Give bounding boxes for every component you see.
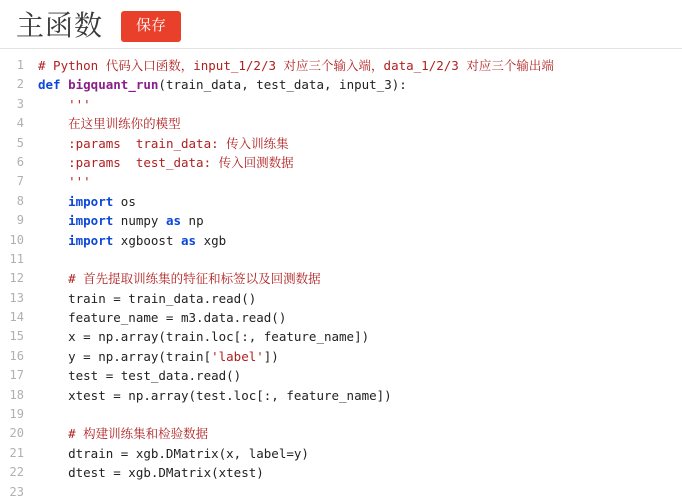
line-number: 6 — [16, 154, 24, 169]
line-number: 14 — [9, 310, 24, 325]
line-number: 21 — [9, 445, 24, 460]
code-token-plain — [38, 136, 68, 151]
code-token-plain — [38, 233, 68, 248]
code-token-comment: # Python 代码入口函数，input_1/2/3 对应三个输入端，data_1/2/3 对应三个输出端 — [38, 58, 554, 73]
code-token-plain — [61, 77, 69, 92]
code-token-plain: xgboost — [113, 232, 181, 248]
code-line[interactable] — [38, 134, 682, 153]
line-number: 1 — [16, 58, 24, 72]
line-number: 23 — [9, 484, 24, 499]
code-line[interactable] — [38, 386, 682, 405]
code-token-plain — [38, 97, 68, 112]
line-number: 22 — [9, 465, 24, 480]
code-token-plain — [38, 271, 68, 286]
code-token-keyword: import — [68, 193, 114, 209]
code-token-plain: ]) — [263, 348, 279, 364]
code-token-docstr: :params train_data: 传入训练集 — [68, 135, 289, 151]
line-number: 16 — [9, 348, 24, 363]
line-number: 5 — [16, 135, 24, 150]
code-token-func: bigquant_run — [68, 77, 159, 93]
line-number: 20 — [9, 426, 24, 441]
line-number: 11 — [9, 251, 24, 266]
code-line[interactable] — [38, 153, 682, 172]
code-token-docstr: ''' — [68, 96, 91, 112]
code-line[interactable] — [38, 95, 682, 114]
line-number: 8 — [16, 193, 24, 208]
code-token-plain — [38, 426, 68, 441]
code-line[interactable] — [38, 463, 682, 482]
code-token-comment: # 构建训练集和检验数据 — [68, 426, 209, 442]
code-token-plain: test = test_data.read() — [38, 368, 242, 384]
code-token-comment: # 首先提取训练集的特征和标签以及回测数据 — [68, 271, 321, 287]
code-token-docstr: 在这里训练你的模型 — [68, 116, 181, 132]
code-token-keyword: as — [165, 213, 182, 229]
code-line[interactable] — [38, 289, 682, 308]
line-number: 19 — [9, 407, 24, 422]
code-line[interactable] — [38, 114, 682, 133]
code-token-string: 'label' — [211, 348, 264, 364]
line-number: 2 — [16, 77, 24, 92]
code-line[interactable] — [38, 424, 682, 443]
code-token-plain — [38, 194, 68, 209]
code-token-keyword: def — [38, 77, 61, 93]
code-token-plain: numpy — [113, 213, 166, 229]
code-line[interactable] — [38, 269, 682, 288]
code-editor[interactable] — [0, 49, 682, 499]
line-number: 7 — [16, 174, 24, 189]
code-token-plain: (train_data, test_data, input_3): — [158, 77, 407, 93]
line-number: 17 — [9, 368, 24, 383]
code-token-plain: xgb — [196, 232, 227, 248]
code-line[interactable] — [38, 250, 682, 269]
code-line[interactable] — [38, 347, 682, 366]
code-token-plain: feature_name = m3.data.read() — [38, 310, 287, 326]
code-line[interactable] — [38, 366, 682, 385]
page-header — [0, 0, 682, 48]
code-token-plain: y = np.array(train[ — [38, 348, 212, 364]
code-line[interactable] — [38, 231, 682, 250]
code-line[interactable] — [38, 308, 682, 327]
code-token-plain: xtest = np.array(test.loc[:, feature_name]) — [38, 387, 392, 403]
code-line[interactable] — [38, 211, 682, 230]
code-line[interactable] — [38, 75, 682, 94]
line-number: 10 — [9, 232, 24, 247]
code-token-plain — [38, 174, 68, 189]
code-token-plain: train = train_data.read() — [38, 290, 257, 306]
code-token-plain — [38, 155, 68, 170]
code-token-plain: os — [113, 193, 136, 209]
line-number: 18 — [9, 387, 24, 402]
save-button[interactable]: 保存 — [121, 11, 181, 42]
code-token-plain: x = np.array(train.loc[:, feature_name]) — [38, 329, 370, 345]
code-token-keyword: as — [181, 232, 197, 248]
line-number-gutter — [0, 49, 30, 499]
code-token-docstr: ''' — [68, 174, 91, 190]
line-number: 3 — [16, 96, 24, 111]
code-token-plain: dtest = xgb.DMatrix(xtest) — [38, 465, 264, 481]
code-line[interactable] — [38, 405, 682, 424]
line-number: 9 — [16, 213, 24, 228]
line-number: 12 — [9, 271, 24, 286]
code-line[interactable] — [38, 172, 682, 191]
code-token-plain — [38, 213, 68, 228]
code-token-keyword: import — [68, 232, 114, 248]
code-line[interactable] — [38, 444, 682, 463]
code-content[interactable] — [30, 49, 682, 481]
line-number: 13 — [9, 290, 24, 305]
code-token-docstr: :params test_data: 传入回测数据 — [68, 154, 294, 170]
code-token-plain — [38, 116, 68, 131]
page-title: 主函数 — [16, 10, 104, 41]
code-line[interactable] — [38, 192, 682, 211]
code-token-plain: np — [181, 213, 204, 229]
code-line[interactable] — [38, 56, 682, 75]
code-token-keyword: import — [68, 213, 114, 229]
line-number: 15 — [9, 329, 24, 344]
code-line[interactable] — [38, 327, 682, 346]
code-line[interactable] — [38, 483, 682, 502]
line-number: 4 — [16, 116, 24, 131]
code-token-plain: dtrain = xgb.DMatrix(x, label=y) — [38, 445, 309, 461]
